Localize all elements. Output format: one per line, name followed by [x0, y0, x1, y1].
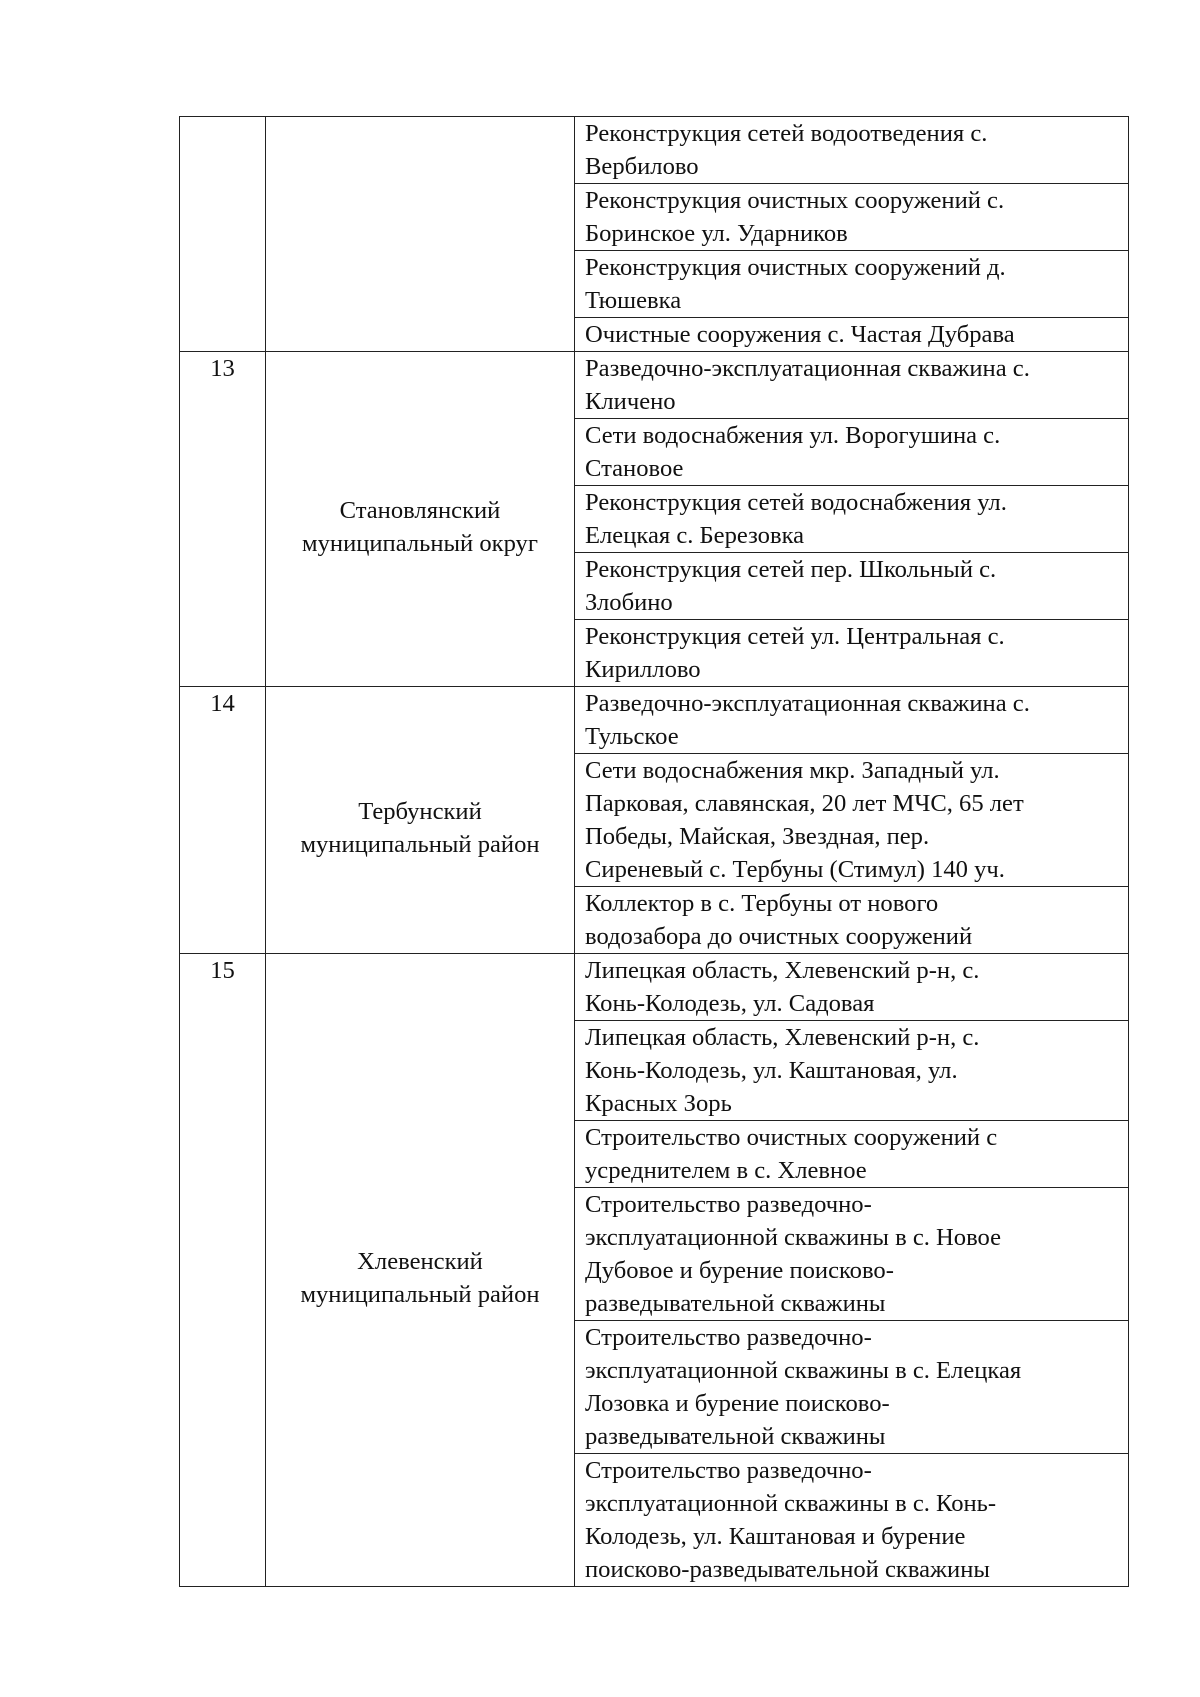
table-row	[180, 687, 1129, 754]
object-cell: Строительство разведочно- эксплуатационной скважины в с. Новое Дубовое и бурение поисково- разведывательной скважины	[575, 1188, 1129, 1321]
object-cell: Сети водоснабжения ул. Ворогушина с. Становое	[575, 419, 1129, 486]
object-cell: Очистные сооружения с. Частая Дубрава	[575, 318, 1129, 352]
row-number-cell	[180, 954, 266, 1587]
table-row	[180, 352, 1129, 419]
district-name: Становлянский муниципальный округ	[302, 497, 538, 557]
object-cell: Реконструкция сетей ул. Центральная с. Кириллово	[575, 620, 1129, 687]
district-name: Тербунский муниципальный район	[300, 798, 540, 858]
object-cell: Разведочно-эксплуатационная скважина с. Тульское	[575, 687, 1129, 754]
object-cell: Строительство очистных сооружений с усреднителем в с. Хлевное	[575, 1121, 1129, 1188]
object-cell: Реконструкция сетей водоотведения с. Вербилово	[575, 117, 1129, 184]
object-cell: Коллектор в с. Тербуны от нового водозабора до очистных сооружений	[575, 887, 1129, 954]
object-cell: Реконструкция сетей водоснабжения ул. Елецкая с. Березовка	[575, 486, 1129, 553]
object-cell: Реконструкция сетей пер. Школьный с. Злобино	[575, 553, 1129, 620]
district-cell	[266, 687, 575, 954]
row-number: 13	[210, 355, 235, 382]
object-cell: Строительство разведочно- эксплуатационной скважины в с. Елецкая Лозовка и бурение поисково- разведывательной скважины	[575, 1321, 1129, 1454]
row-number-cell	[180, 117, 266, 352]
district-cell	[266, 954, 575, 1587]
object-cell: Липецкая область, Хлевенский р-н, с. Конь-Колодезь, ул. Каштановая, ул. Красных Зорь	[575, 1021, 1129, 1121]
table-row	[180, 117, 1129, 184]
table-row	[180, 954, 1129, 1021]
object-cell: Липецкая область, Хлевенский р-н, с. Конь-Колодезь, ул. Садовая	[575, 954, 1129, 1021]
row-number-cell	[180, 352, 266, 687]
district-cell	[266, 117, 575, 352]
object-cell: Реконструкция очистных сооружений д. Тюшевка	[575, 251, 1129, 318]
object-cell: Реконструкция очистных сооружений с. Боринское ул. Ударников	[575, 184, 1129, 251]
object-cell: Строительство разведочно- эксплуатационной скважины в с. Конь- Колодезь, ул. Каштановая и бурение поисково-разведывательной скважины	[575, 1454, 1129, 1587]
object-cell: Сети водоснабжения мкр. Западный ул. Парковая, славянская, 20 лет МЧС, 65 лет Победы, Майская, Звездная, пер. Сиреневый с. Тербуны (Стимул) 140 уч.	[575, 754, 1129, 887]
row-number: 15	[210, 957, 235, 984]
row-number-cell	[180, 687, 266, 954]
row-number: 14	[210, 690, 235, 717]
object-cell: Разведочно-эксплуатационная скважина с. Кличено	[575, 352, 1129, 419]
district-name: Хлевенский муниципальный район	[300, 1248, 540, 1308]
district-cell	[266, 352, 575, 687]
objects-table	[179, 116, 1129, 1587]
